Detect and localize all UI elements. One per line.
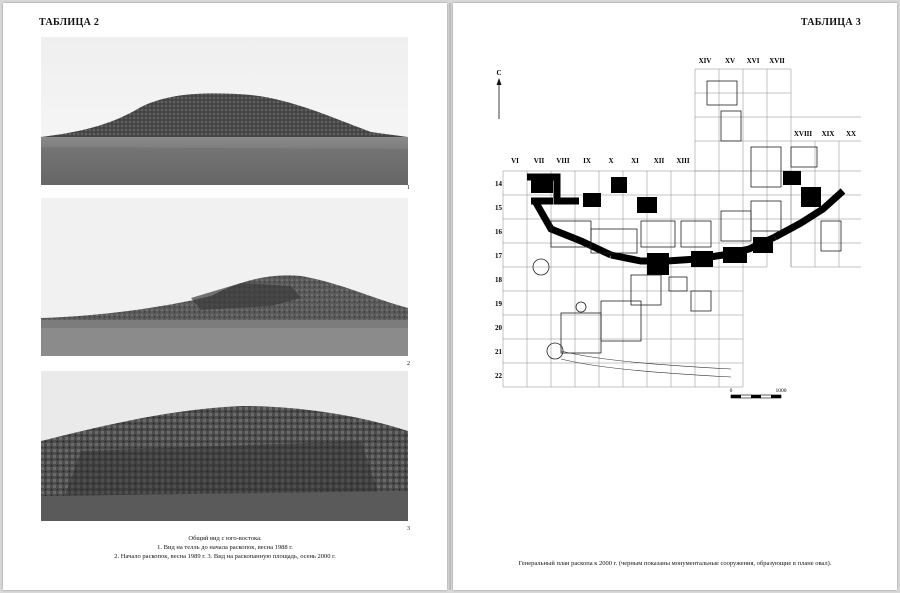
svg-text:21: 21	[495, 348, 502, 356]
svg-text:16: 16	[495, 228, 502, 236]
row-labels	[495, 180, 503, 380]
svg-text:22: 22	[495, 372, 502, 380]
svg-text:17: 17	[495, 252, 502, 260]
svg-text:VIII: VIII	[556, 157, 570, 165]
svg-text:XI: XI	[631, 157, 639, 165]
photo-number: 1	[407, 185, 410, 191]
photo-excavation-start	[41, 198, 408, 356]
photo-tell-before-excavation	[41, 37, 408, 185]
scale-bar	[730, 388, 787, 398]
svg-text:XIX: XIX	[821, 130, 835, 138]
caption-line: 2. Начало раскопок, весна 1989 г. 3. Вид на раскопанную площадь, осень 2000 г.	[114, 553, 336, 560]
svg-text:XII: XII	[653, 157, 665, 165]
photo-number: 2	[407, 361, 410, 367]
north-label: С	[496, 69, 502, 77]
street-lines	[561, 351, 731, 377]
svg-text:XVIII: XVIII	[793, 130, 813, 138]
svg-text:XVI: XVI	[746, 57, 760, 65]
svg-text:14: 14	[495, 180, 502, 188]
caption	[23, 534, 427, 561]
svg-text:VII: VII	[533, 157, 545, 165]
svg-text:X: X	[608, 157, 614, 165]
svg-text:XIII: XIII	[676, 157, 690, 165]
plan-caption: Генеральный план раскопа к 2000 г. (черным показаны монументальные сооружения, образующие в плане овал).	[518, 560, 832, 567]
svg-text:XV: XV	[724, 57, 736, 65]
svg-text:20: 20	[495, 324, 502, 332]
excavation-plan	[491, 51, 861, 411]
column-labels-mid	[794, 130, 856, 138]
svg-text:18: 18	[495, 276, 502, 284]
svg-text:19: 19	[495, 300, 502, 308]
left-page	[3, 3, 447, 590]
north-arrowhead-icon	[497, 78, 502, 85]
svg-text:15: 15	[495, 204, 502, 212]
column-labels-main	[511, 157, 690, 165]
plate-title: ТАБЛИЦА 2	[39, 17, 100, 28]
right-page	[453, 3, 897, 590]
svg-text:1000: 1000	[775, 388, 787, 394]
photo-excavated-area	[41, 371, 408, 521]
plate-title: ТАБЛИЦА 3	[800, 17, 861, 28]
caption-line: Общий вид с юго-востока.	[188, 535, 262, 542]
building-outlines	[533, 81, 841, 359]
column-labels-top	[699, 57, 785, 65]
svg-text:0: 0	[729, 388, 733, 394]
svg-text:XX: XX	[845, 130, 857, 138]
svg-text:XVII: XVII	[769, 57, 785, 65]
photo-number: 3	[407, 526, 410, 532]
gutter	[449, 3, 451, 590]
svg-text:VI: VI	[511, 157, 519, 165]
svg-text:XIV: XIV	[698, 57, 712, 65]
svg-text:IX: IX	[583, 157, 591, 165]
caption-line: 1. Вид на телль до начала раскопок, весна 1988 г.	[157, 544, 293, 551]
